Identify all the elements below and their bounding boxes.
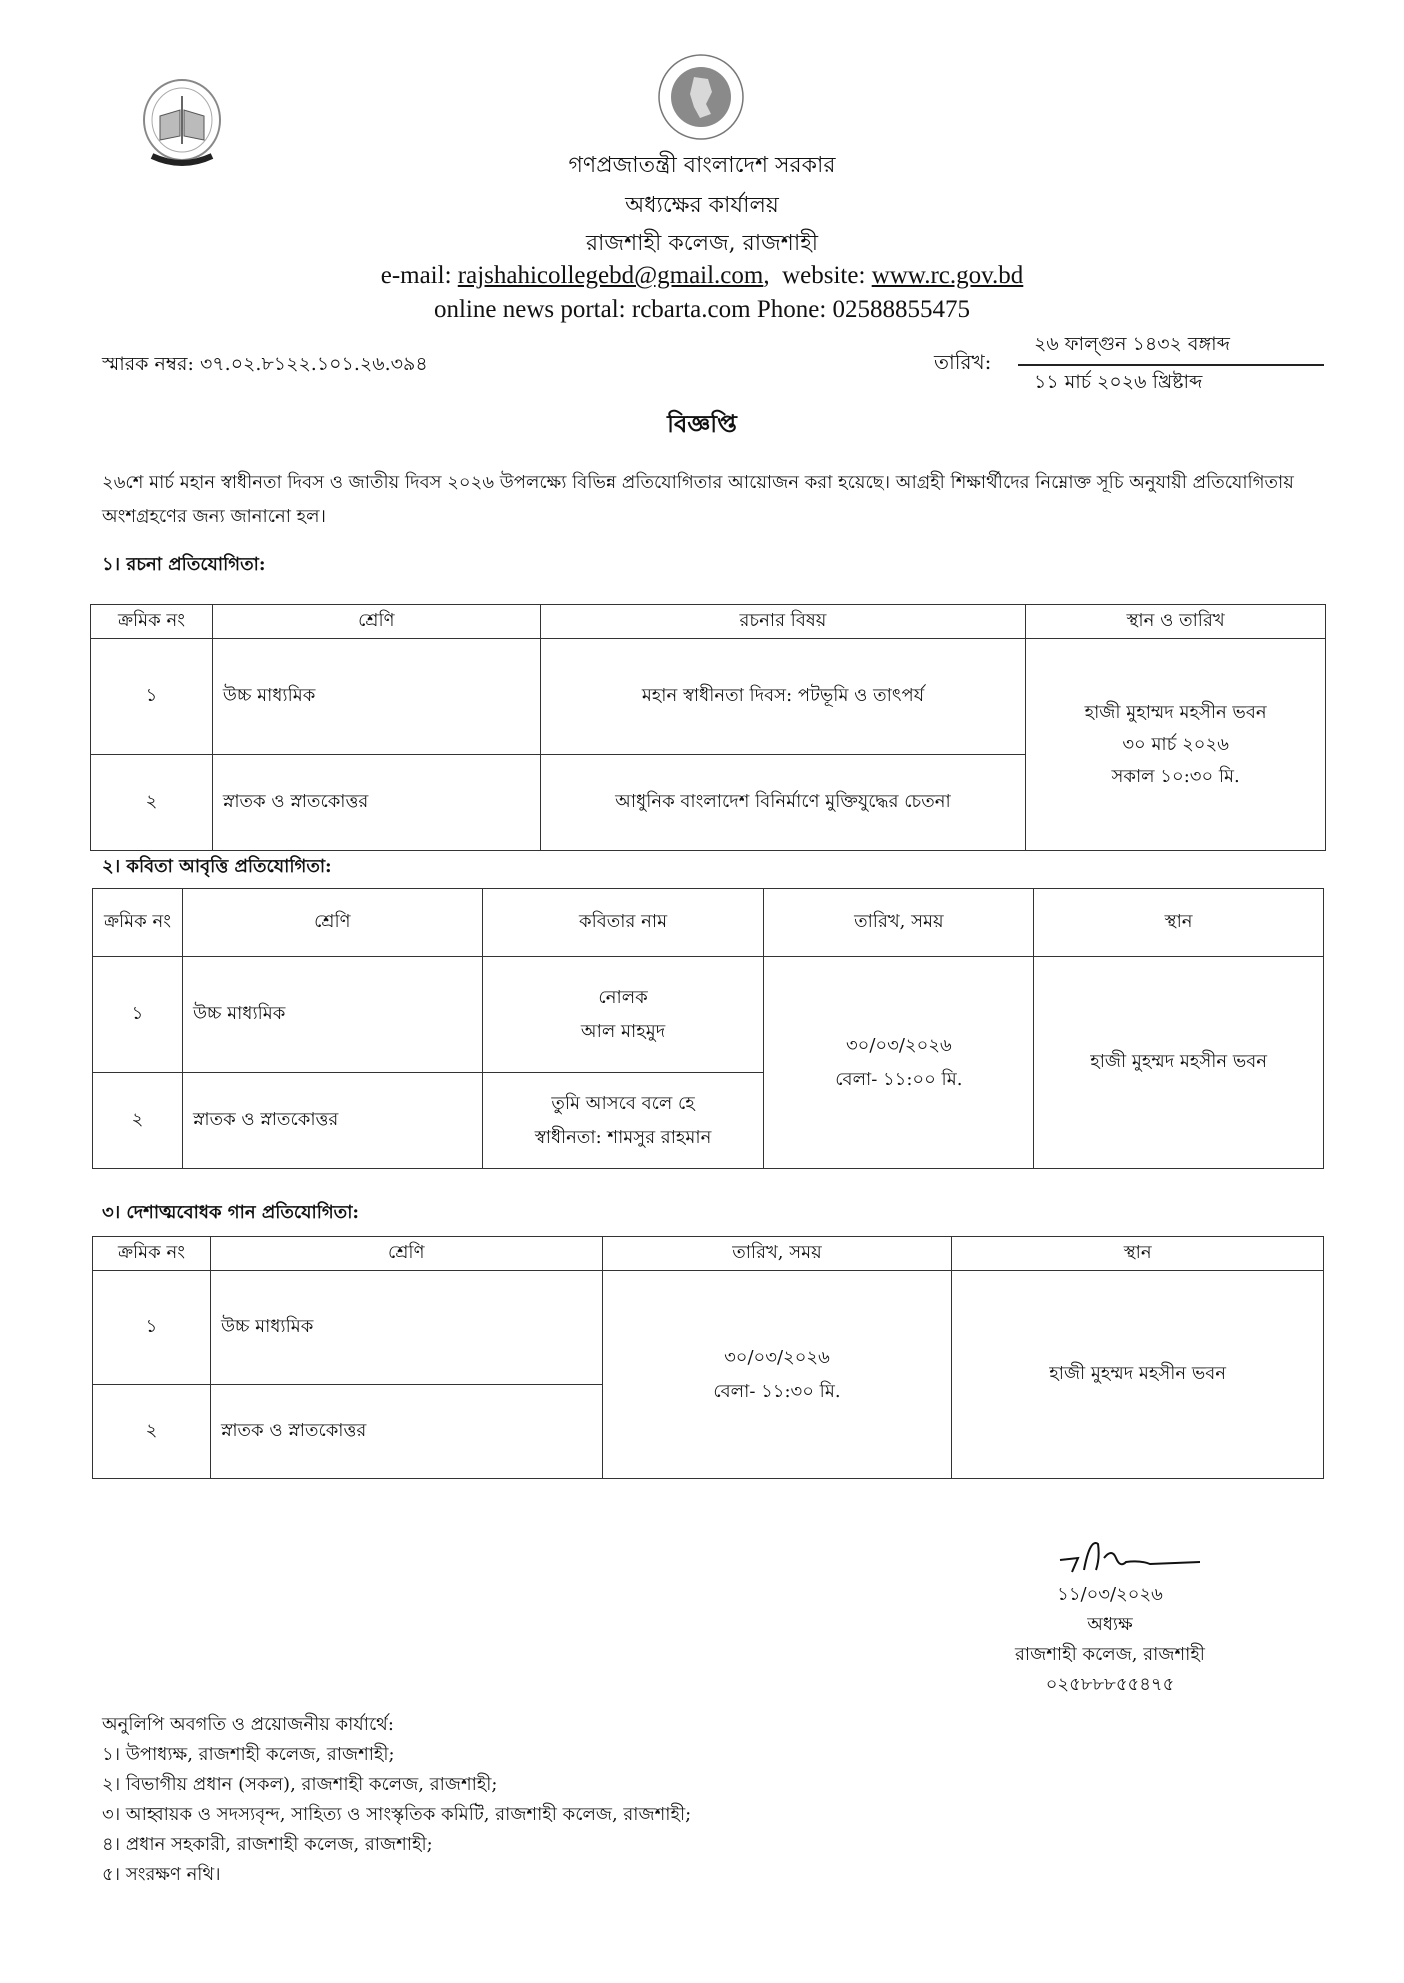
- header-class: শ্রেণি: [182, 889, 482, 957]
- notice-title: বিজ্ঞপ্তি: [667, 409, 737, 438]
- song-table: [92, 1236, 1324, 1479]
- memo-label: স্মারক নম্বর:: [102, 353, 194, 375]
- signature-mark: [960, 1528, 1260, 1580]
- signature-date: ১১/০৩/২০২৬: [1057, 1584, 1163, 1605]
- cell-serial: ২: [93, 1073, 183, 1169]
- cell-serial: ১: [91, 639, 213, 755]
- event-date: ৩০/০৩/২০২৬: [845, 1034, 952, 1056]
- cell-poem: [482, 1073, 764, 1169]
- header-venue: স্থান: [1034, 889, 1324, 957]
- header-date-time: তারিখ, সময়: [602, 1237, 952, 1271]
- section-song-title: ৩। দেশাত্মবোধক গান প্রতিযোগিতা:: [102, 1202, 360, 1223]
- copy-item: ৫। সংরক্ষণ নথি।: [102, 1864, 221, 1885]
- signatory-designation: অধ্যক্ষ: [1087, 1614, 1133, 1635]
- venue-name: হাজী মুহাম্মদ মহসীন ভবন: [1084, 701, 1267, 723]
- cell-class: স্নাতক ও স্নাতকোত্তর: [182, 1073, 482, 1169]
- event-time: বেলা- ১১:৩০ মি.: [713, 1380, 841, 1402]
- header-date-time: তারিখ, সময়: [764, 889, 1034, 957]
- table-row: [93, 957, 1324, 1073]
- phone-label: Phone:: [756, 296, 827, 323]
- venue-date: ৩০ মার্চ ২০২৬: [1122, 733, 1229, 755]
- cell-venue: হাজী মুহম্মদ মহসীন ভবন: [952, 1271, 1324, 1479]
- date-block: [934, 330, 1324, 400]
- header-topic: রচনার বিষয়: [540, 605, 1026, 639]
- government-seal-icon: [656, 52, 746, 142]
- recitation-table: [92, 888, 1324, 1169]
- date-gregorian: ১১ মার্চ ২০২৬ খ্রিষ্টাব্দ: [1034, 371, 1203, 393]
- table-header-row: [93, 1237, 1324, 1271]
- copy-heading: অনুলিপি অবগতি ও প্রয়োজনীয় কার্যার্থে:: [102, 1714, 394, 1735]
- section-recitation-title: ২। কবিতা আবৃত্তি প্রতিযোগিতা:: [102, 856, 332, 877]
- cell-venue: হাজী মুহম্মদ মহসীন ভবন: [1034, 957, 1324, 1169]
- event-time: বেলা- ১১:০০ মি.: [835, 1068, 963, 1090]
- copy-item: ১। উপাধ্যক্ষ, রাজশাহী কলেজ, রাজশাহী;: [102, 1744, 395, 1765]
- table-row: [91, 639, 1326, 755]
- header-class: শ্রেণি: [210, 1237, 602, 1271]
- poem-author: স্বাধীনতা: শামসুর রাহমান: [534, 1126, 712, 1148]
- poem-title: নোলক: [598, 986, 648, 1008]
- copy-distribution: [102, 1710, 691, 1890]
- memo-value: ৩৭.০২.৮১২২.১০১.২৬.৩৯৪: [199, 353, 428, 375]
- cell-serial: ১: [93, 1271, 211, 1385]
- cell-serial: ১: [93, 957, 183, 1073]
- website-link[interactable]: www.rc.gov.bd: [871, 262, 1024, 289]
- table-row: [93, 1271, 1324, 1385]
- header-serial: ক্রমিক নং: [91, 605, 213, 639]
- cell-serial: ২: [91, 755, 213, 851]
- cell-class: উচ্চ মাধ্যমিক: [212, 639, 540, 755]
- cell-serial: ২: [93, 1385, 211, 1479]
- signatory-phone: ০২৫৮৮৮৫৫৪৭৫: [1045, 1674, 1175, 1695]
- header-venue: স্থান: [952, 1237, 1324, 1271]
- cell-date-time: [602, 1271, 952, 1479]
- venue-time: সকাল ১০:৩০ মি.: [1111, 765, 1240, 787]
- copy-item: ৪। প্রধান সহকারী, রাজশাহী কলেজ, রাজশাহী;: [102, 1834, 433, 1855]
- website-label: website:: [782, 262, 866, 289]
- poem-author: আল মাহমুদ: [580, 1020, 666, 1042]
- institution-name: রাজশাহী কলেজ, রাজশাহী: [585, 231, 819, 256]
- poem-title: তুমি আসবে বলে হে: [551, 1092, 695, 1114]
- date-bangla: ২৬ ফাল্গুন ১৪৩২ বঙ্গাব্দ: [1034, 333, 1230, 355]
- header-serial: ক্রমিক নং: [93, 1237, 211, 1271]
- portal-label: online news portal:: [433, 296, 626, 323]
- copy-item: ২। বিভাগীয় প্রধান (সকল), রাজশাহী কলেজ, রাজশাহী;: [102, 1774, 498, 1795]
- table-header-row: [93, 889, 1324, 957]
- essay-table: [90, 604, 1326, 851]
- header-venue-date: স্থান ও তারিখ: [1026, 605, 1326, 639]
- copy-item: ৩। আহ্বায়ক ও সদস্যবৃন্দ, সাহিত্য ও সাংস্কৃতিক কমিটি, রাজশাহী কলেজ, রাজশাহী;: [102, 1804, 692, 1825]
- notice-intro: ২৬শে মার্চ মহান স্বাধীনতা দিবস ও জাতীয় দিবস ২০২৬ উপলক্ষ্যে বিভিন্ন প্রতিযোগিতার আয়োজন করা হয়েছে। আগ্রহী শিক্ষার্থীদের নিম্নোক্ত সূচি অনুযায়ী প্রতিযোগিতায় অংশগ্রহণের জন্য জানানো হল।: [102, 472, 1294, 527]
- cell-topic: আধুনিক বাংলাদেশ বিনির্মাণে মুক্তিযুদ্ধের চেতনা: [540, 755, 1026, 851]
- cell-venue-date: [1026, 639, 1326, 851]
- cell-class: স্নাতক ও স্নাতকোত্তর: [210, 1385, 602, 1479]
- cell-class: উচ্চ মাধ্যমিক: [182, 957, 482, 1073]
- government-name: গণপ্রজাতন্ত্রী বাংলাদেশ সরকার: [568, 153, 836, 178]
- contact-line-1: e-mail: rajshahicollegebd@gmail.com, website: www.rc.gov.bd: [380, 262, 1024, 289]
- cell-class: স্নাতক ও স্নাতকোত্তর: [212, 755, 540, 851]
- table-header-row: [91, 605, 1326, 639]
- cell-topic: মহান স্বাধীনতা দিবস: পটভূমি ও তাৎপর্য: [540, 639, 1026, 755]
- date-divider: [1018, 364, 1324, 366]
- office-name: অধ্যক্ষের কার্যালয়: [625, 193, 779, 218]
- section-essay-title: ১। রচনা প্রতিযোগিতা:: [102, 554, 266, 575]
- header-poem: কবিতার নাম: [482, 889, 764, 957]
- header-serial: ক্রমিক নং: [93, 889, 183, 957]
- portal-value: rcbarta.com: [631, 296, 751, 323]
- cell-class: উচ্চ মাধ্যমিক: [210, 1271, 602, 1385]
- signature-block: [960, 1528, 1260, 1700]
- email-link[interactable]: rajshahicollegebd@gmail.com: [457, 262, 764, 289]
- memo-number: [102, 350, 428, 382]
- event-date: ৩০/০৩/২০২৬: [724, 1346, 830, 1368]
- signatory-institution: রাজশাহী কলেজ, রাজশাহী: [1015, 1644, 1205, 1665]
- email-label: e-mail:: [380, 262, 452, 289]
- date-label: তারিখ:: [934, 350, 992, 374]
- cell-date-time: [764, 957, 1034, 1169]
- phone-value: 02588855475: [832, 296, 971, 323]
- contact-line-2: [0, 296, 1404, 324]
- cell-poem: [482, 957, 764, 1073]
- header-class: শ্রেণি: [212, 605, 540, 639]
